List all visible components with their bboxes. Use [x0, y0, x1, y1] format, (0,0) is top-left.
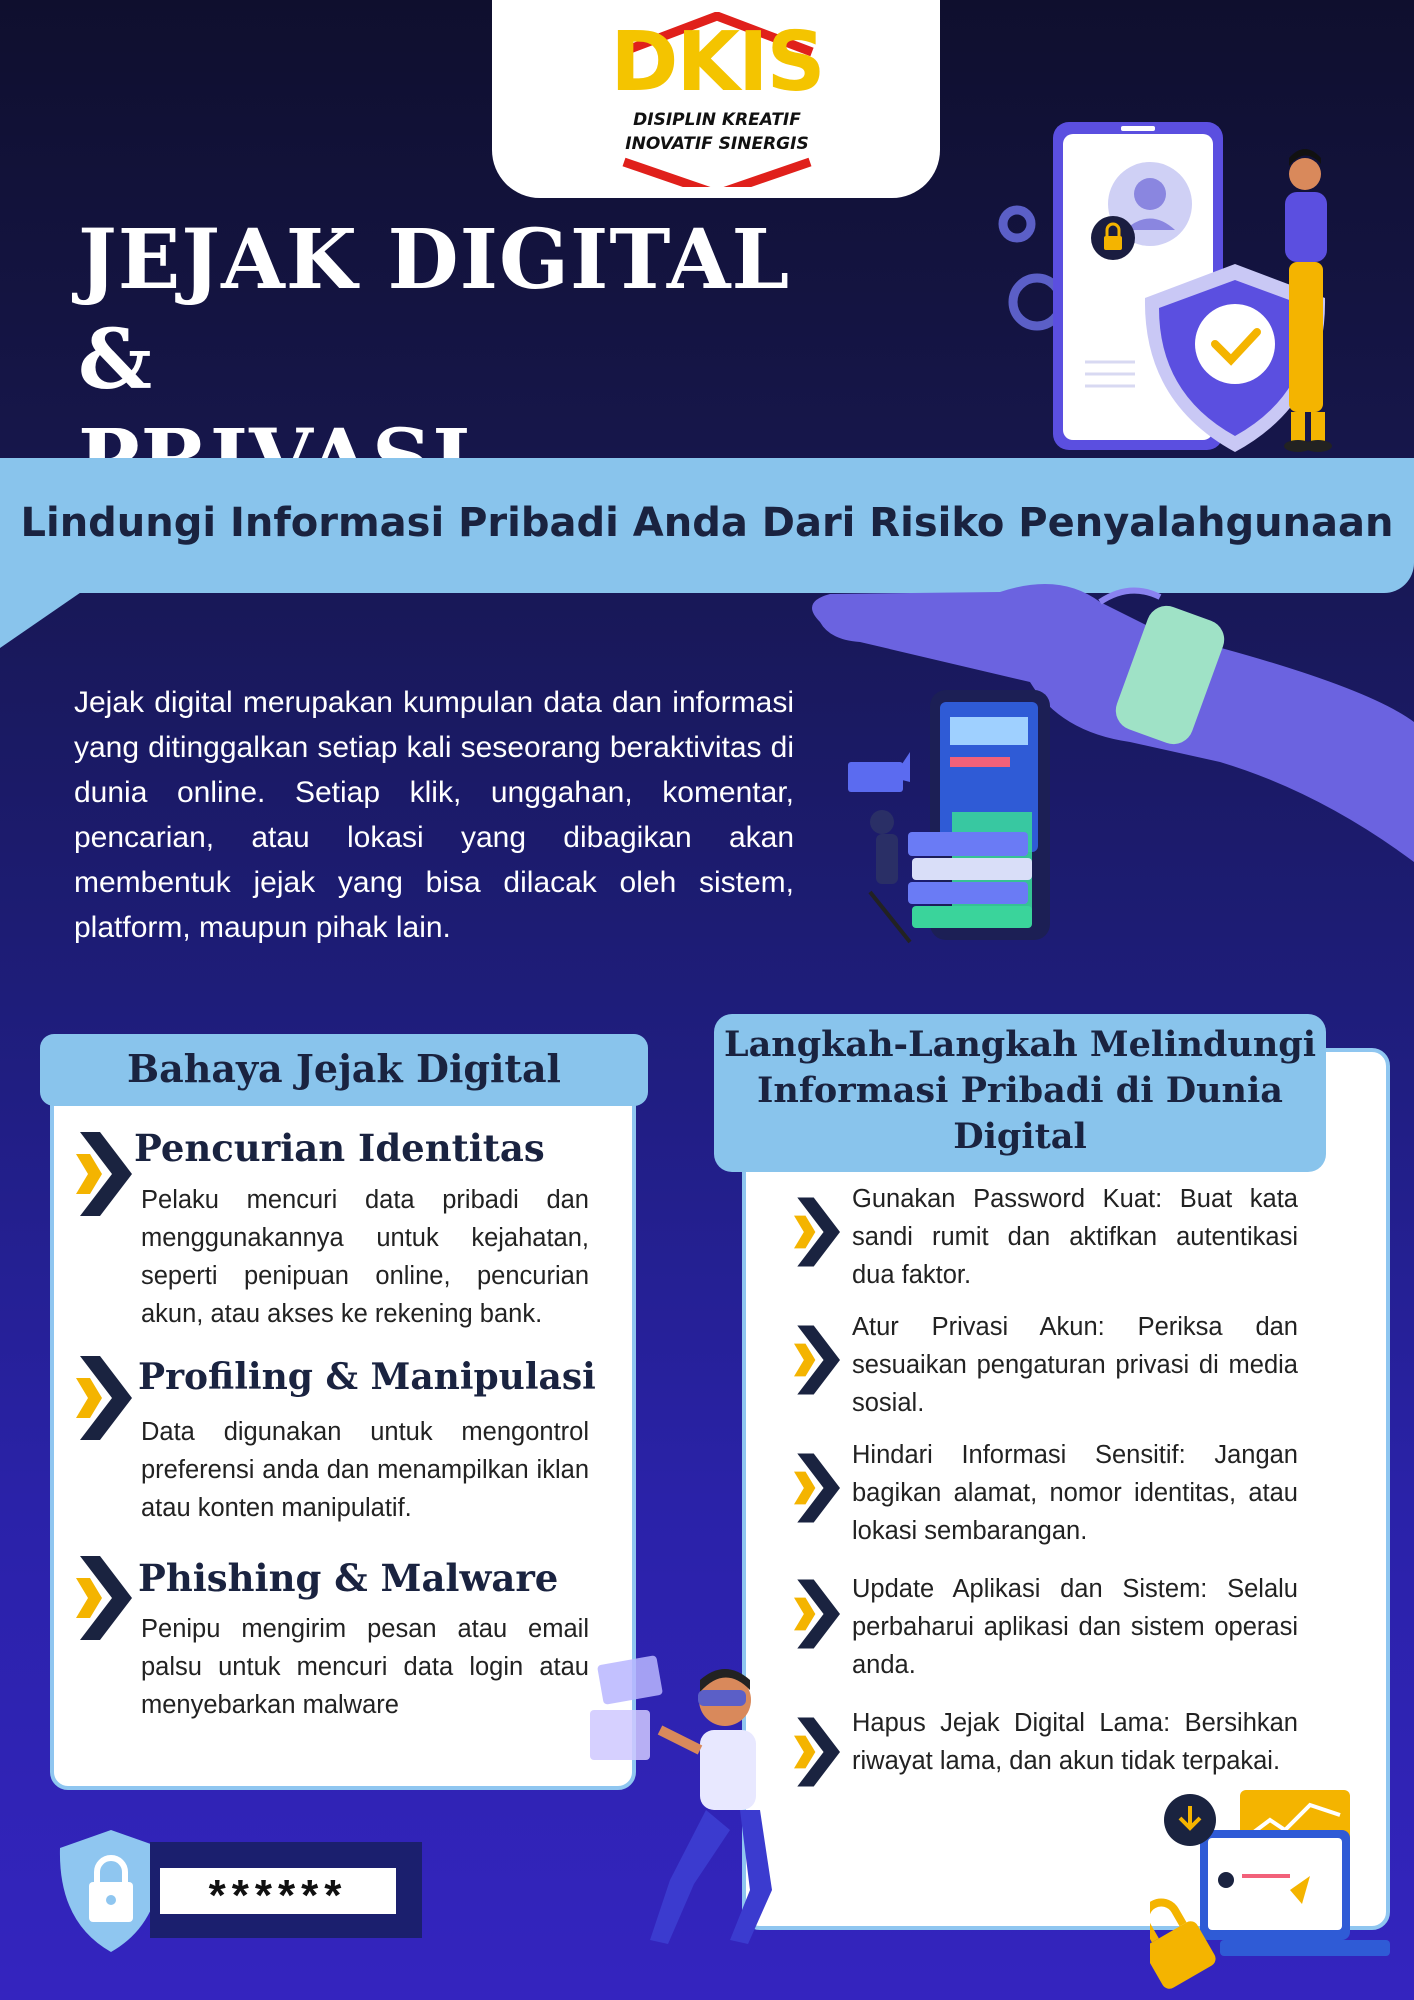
pointing-hand-illustration	[800, 562, 1414, 952]
danger-desc-3: Penipu mengirim pesan atau email palsu untuk mencuri data login atau menyebarkan malware	[141, 1615, 589, 1719]
step-1: Gunakan Password Kuat: Buat kata sandi rumit dan aktifkan autentikasi dua faktor.	[852, 1185, 1298, 1289]
danger-title-2: Profiling & Manipulasi	[138, 1356, 596, 1398]
logo-line-1: DISIPLIN KREATIF	[633, 110, 801, 130]
steps-heading-line-3: Digital	[953, 1116, 1087, 1157]
danger-title-3: Phishing & Malware	[138, 1556, 559, 1600]
logo-card	[492, 0, 940, 198]
chevron-right-icon	[794, 1578, 840, 1650]
security-illustration	[985, 112, 1385, 462]
danger-desc-2: Data digunakan untuk mengontrol preferensi anda dan menampilkan iklan atau konten manipulatif.	[141, 1418, 589, 1522]
chevron-right-icon	[76, 1132, 132, 1216]
laptop-illustration	[1150, 1780, 1414, 2000]
step-4: Update Aplikasi dan Sistem: Selalu perbaharui aplikasi dan sistem operasi anda.	[852, 1575, 1298, 1679]
vr-person-illustration	[590, 1640, 790, 1960]
step-3: Hindari Informasi Sensitif: Jangan bagikan alamat, nomor identitas, atau lokasi sembarangan.	[852, 1441, 1298, 1545]
dangers-heading: Bahaya Jejak Digital	[126, 1046, 561, 1091]
banner-tab	[0, 586, 90, 648]
subtitle-text: Lindungi Informasi Pribadi Anda Dari Risiko Penyalahgunaan	[20, 500, 1394, 546]
dkis-logo	[602, 12, 832, 187]
danger-title-1: Pencurian Identitas	[134, 1126, 545, 1170]
chevron-right-icon	[76, 1556, 132, 1640]
chevron-right-icon	[794, 1324, 840, 1396]
chevron-right-icon	[794, 1716, 840, 1788]
logo-line-2: INOVATIF SINERGIS	[625, 134, 809, 154]
title-line-1: JEJAK DIGITAL &	[78, 212, 791, 408]
step-2: Atur Privasi Akun: Periksa dan sesuaikan pengaturan privasi di media sosial.	[852, 1313, 1298, 1417]
steps-heading	[714, 1022, 1326, 1160]
step-5: Hapus Jejak Digital Lama: Bersihkan riwayat lama, dan akun tidak terpakai.	[852, 1709, 1298, 1775]
steps-heading-line-2: Informasi Pribadi di Dunia	[757, 1070, 1283, 1111]
gear-icon	[1003, 210, 1061, 326]
chevron-right-icon	[794, 1196, 840, 1268]
password-mask: ******	[160, 1868, 396, 1914]
intro-paragraph: Jejak digital merupakan kumpulan data dan informasi yang ditinggalkan setiap kali seseorang beraktivitas di dunia online. Setiap klik, unggahan, komentar, pencarian, atau lokasi yang dibagikan akan membentuk jejak yang bisa dilacak oleh sistem, platform, maupun pihak lain.	[74, 686, 794, 944]
steps-heading-line-1: Langkah-Langkah Melindungi	[723, 1024, 1317, 1065]
logo-wordmark: DKIS	[610, 15, 824, 110]
chevron-right-icon	[794, 1452, 840, 1524]
danger-desc-1: Pelaku mencuri data pribadi dan menggunakannya untuk kejahatan, seperti penipuan online, pencurian akun, atau akses ke rekening bank.	[141, 1186, 589, 1328]
chevron-right-icon	[76, 1356, 132, 1440]
